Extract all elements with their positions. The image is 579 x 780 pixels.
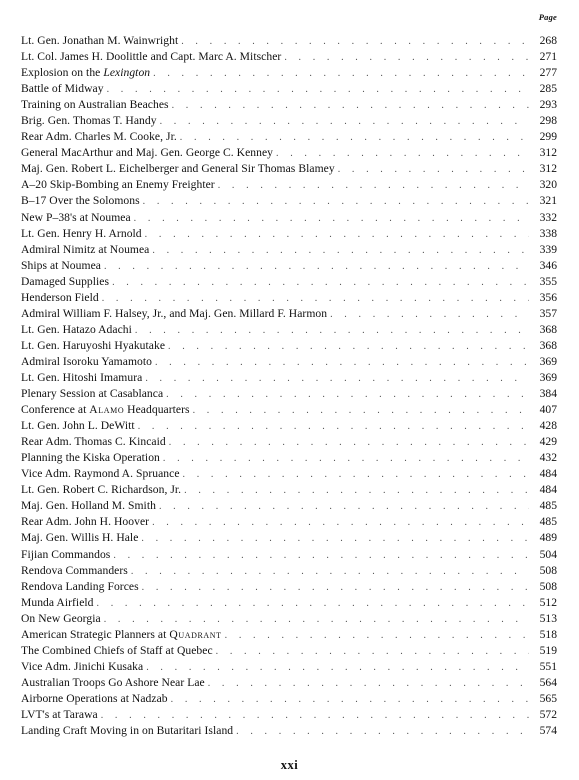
- entry-page-number: 574: [539, 724, 557, 738]
- list-item: [21, 402, 557, 418]
- entry-title-text: Lt. Gen. Robert C. Richardson, Jr.: [21, 483, 182, 497]
- list-item: [21, 659, 557, 675]
- entry-title-text: Brig. Gen. Thomas T. Handy: [21, 114, 157, 128]
- entry-title-text: Lt. Gen. Henry H. Arnold: [21, 226, 142, 240]
- entry-title: [21, 691, 171, 707]
- list-item: [21, 97, 557, 113]
- dot-leader: [143, 194, 529, 210]
- entry-title-text: Munda Airfield: [21, 595, 94, 609]
- entry-page-number: 504: [539, 547, 557, 561]
- list-item: [21, 226, 557, 242]
- entry-title-smallcaps: Quadrant: [169, 627, 222, 641]
- list-item: [21, 498, 557, 514]
- entry-title: [21, 161, 338, 177]
- entry-title: [21, 530, 141, 546]
- entry-page-number: 519: [539, 643, 557, 657]
- dot-leader: [180, 130, 529, 146]
- dot-leader: [208, 676, 529, 692]
- entry-title-italic: Lexington: [103, 66, 151, 80]
- entry-page-number: 369: [539, 370, 557, 384]
- entry-title: [21, 210, 134, 226]
- entry-page-number: 485: [539, 515, 557, 529]
- entry-title-text: Admiral Nimitz at Noumea: [21, 242, 150, 256]
- dot-leader: [330, 307, 529, 323]
- entry-title: [21, 707, 101, 723]
- entry-page-number: 368: [539, 322, 557, 336]
- dot-leader: [112, 275, 529, 291]
- list-item: [21, 434, 557, 450]
- entry-title-prefix: Explosion on the: [21, 66, 104, 80]
- dot-leader: [183, 467, 529, 483]
- entry-title-text: Vice Adm. Raymond A. Spruance: [21, 467, 180, 481]
- entry-title: [21, 418, 138, 434]
- entry-title-text: New P–38's at Noumea: [21, 210, 131, 224]
- page-column-header: Page: [538, 12, 557, 22]
- entry-title-text: Training on Australian Beaches: [21, 98, 169, 112]
- dot-leader: [159, 499, 529, 515]
- entry-title-text: Lt. Col. James H. Doolittle and Capt. Marc A. Mitscher: [21, 50, 282, 64]
- list-item: [21, 370, 557, 386]
- list-item: [21, 643, 557, 659]
- entry-page-number: 277: [539, 66, 557, 80]
- list-item: [21, 514, 557, 530]
- entry-page-number: 369: [539, 354, 557, 368]
- list-item: [21, 33, 557, 49]
- list-item: [21, 691, 557, 707]
- entry-title: [21, 226, 145, 242]
- entry-page-number: 565: [539, 691, 557, 705]
- entry-title: [21, 723, 236, 739]
- entry-page-number: 384: [539, 387, 557, 401]
- dot-leader: [145, 227, 529, 243]
- entry-title: [21, 643, 216, 659]
- illustrations-list: [21, 33, 557, 739]
- dot-leader: [102, 291, 529, 307]
- entry-title-text: Maj. Gen. Robert L. Eichelberger and General Sir Thomas Blamey: [21, 162, 335, 176]
- list-item: [21, 49, 557, 65]
- entry-title-text: Battle of Midway: [21, 82, 104, 96]
- entry-page-number: 346: [539, 258, 557, 272]
- entry-title-text: Lt. Gen. Hitoshi Imamura: [21, 370, 143, 384]
- dot-leader: [236, 724, 529, 740]
- list-item: [21, 707, 557, 723]
- entry-page-number: 312: [539, 146, 557, 160]
- entry-title-text: B–17 Over the Solomons: [21, 194, 140, 208]
- dot-leader: [138, 419, 529, 435]
- list-item: [21, 258, 557, 274]
- entry-page-number: 321: [539, 194, 557, 208]
- entry-title: [21, 306, 330, 322]
- entry-page-number: 271: [539, 50, 557, 64]
- entry-title-text: Airborne Operations at Nadzab: [21, 691, 168, 705]
- entry-title-prefix: American Strategic Planners at: [21, 627, 170, 641]
- dot-leader: [146, 660, 529, 676]
- list-item: [21, 65, 557, 81]
- entry-page-number: 572: [539, 707, 557, 721]
- entry-title: [21, 49, 284, 65]
- list-item: [21, 242, 557, 258]
- list-item: [21, 675, 557, 691]
- entry-page-number: 357: [539, 306, 557, 320]
- dot-leader: [216, 644, 529, 660]
- entry-title-text: Rear Adm. Thomas C. Kincaid: [21, 435, 166, 449]
- entry-title: [21, 611, 104, 627]
- entry-title-text: Australian Troops Go Ashore Near Lae: [21, 675, 205, 689]
- dot-leader: [153, 66, 529, 82]
- entry-page-number: 484: [539, 483, 557, 497]
- dot-leader: [284, 50, 529, 66]
- entry-page-number: 320: [539, 178, 557, 192]
- list-item: [21, 161, 557, 177]
- entry-title-text: Lt. Gen. Haruyoshi Hyakutake: [21, 338, 166, 352]
- list-item: [21, 338, 557, 354]
- dot-leader: [276, 146, 529, 162]
- entry-title: [21, 97, 172, 113]
- entry-title: [21, 595, 97, 611]
- entry-page-number: 508: [539, 563, 557, 577]
- entry-page-number: 299: [539, 130, 557, 144]
- entry-title-text: Admiral William F. Halsey, Jr., and Maj. Gen. Millard F. Harmon: [21, 306, 328, 320]
- entry-title: [21, 370, 145, 386]
- entry-page-number: 428: [539, 419, 557, 433]
- entry-title-text: Fijian Commandos: [21, 547, 111, 561]
- entry-page-number: 429: [539, 435, 557, 449]
- entry-title-text: Maj. Gen. Holland M. Smith: [21, 499, 156, 513]
- list-item: [21, 290, 557, 306]
- entry-page-number: 551: [539, 659, 557, 673]
- entry-title-text: Rendova Commanders: [21, 563, 128, 577]
- list-item: [21, 723, 557, 739]
- entry-page-number: 432: [539, 451, 557, 465]
- entry-page-number: 356: [539, 290, 557, 304]
- entry-title-text: Vice Adm. Jinichi Kusaka: [21, 659, 144, 673]
- list-item: [21, 595, 557, 611]
- entry-title-smallcaps: Alamo: [89, 403, 125, 417]
- entry-title: [21, 65, 153, 81]
- list-item: [21, 81, 557, 97]
- dot-leader: [145, 371, 529, 387]
- list-item: [21, 193, 557, 209]
- entry-title: [21, 113, 160, 129]
- list-item: [21, 322, 557, 338]
- dot-leader: [134, 211, 529, 227]
- list-item: [21, 177, 557, 193]
- dot-leader: [152, 515, 529, 531]
- entry-title-text: Lt. Gen. Hatazo Adachi: [21, 322, 132, 336]
- list-item: [21, 547, 557, 563]
- entry-title-text: Lt. Gen. Jonathan M. Wainwright: [21, 34, 179, 47]
- list-item: [21, 129, 557, 145]
- entry-title-text: Lt. Gen. John L. DeWitt: [21, 419, 135, 433]
- entry-title-text: General MacArthur and Maj. Gen. George C. Kenney: [21, 146, 274, 160]
- dot-leader: [113, 548, 529, 564]
- list-item: [21, 563, 557, 579]
- dot-leader: [181, 34, 529, 50]
- dot-leader: [97, 596, 529, 612]
- entry-page-number: 407: [539, 403, 557, 417]
- entry-title-suffix: Headquarters: [124, 403, 190, 417]
- dot-leader: [169, 435, 529, 451]
- entry-title-text: Henderson Field: [21, 290, 99, 304]
- dot-leader: [141, 531, 529, 547]
- list-item: [21, 482, 557, 498]
- entry-title: [21, 434, 169, 450]
- entry-title: [21, 322, 135, 338]
- entry-page-number: 518: [539, 627, 557, 641]
- entry-page-number: 489: [539, 531, 557, 545]
- entry-title-text: A–20 Skip-Bombing an Enemy Freighter: [21, 178, 215, 192]
- entry-title-text: The Combined Chiefs of Staff at Quebec: [21, 643, 213, 657]
- entry-title: [21, 450, 163, 466]
- dot-leader: [155, 355, 529, 371]
- entry-page-number: 355: [539, 274, 557, 288]
- entry-page-number: 298: [539, 114, 557, 128]
- dot-leader: [142, 580, 529, 596]
- entry-page-number: 564: [539, 675, 557, 689]
- list-item: [21, 450, 557, 466]
- list-item: [21, 579, 557, 595]
- entry-title-text: Admiral Isoroku Yamamoto: [21, 354, 152, 368]
- entry-title-text: Damaged Supplies: [21, 274, 110, 288]
- entry-title: [21, 354, 155, 370]
- entry-title-text: Plenary Session at Casablanca: [21, 387, 164, 401]
- dot-leader: [160, 114, 529, 130]
- entry-page-number: 293: [539, 98, 557, 112]
- entry-title: [21, 659, 146, 675]
- entry-page-number: 339: [539, 242, 557, 256]
- entry-title: [21, 242, 152, 258]
- entry-title: [21, 627, 225, 643]
- list-item: [21, 113, 557, 129]
- list-item: [21, 274, 557, 290]
- entry-title: [21, 193, 143, 209]
- entry-title: [21, 145, 276, 161]
- entry-title: [21, 129, 180, 145]
- dot-leader: [163, 451, 529, 467]
- entry-page-number: 485: [539, 499, 557, 513]
- list-item: [21, 611, 557, 627]
- entry-page-number: 338: [539, 226, 557, 240]
- entry-title: [21, 274, 112, 290]
- entry-title-text: Rendova Landing Forces: [21, 579, 139, 593]
- dot-leader: [172, 98, 529, 114]
- entry-title: [21, 290, 102, 306]
- dot-leader: [135, 323, 529, 339]
- list-item: [21, 354, 557, 370]
- dot-leader: [101, 708, 529, 724]
- list-item: [21, 418, 557, 434]
- list-item: [21, 386, 557, 402]
- entry-title-text: Rear Adm. John H. Hoover: [21, 515, 150, 529]
- dot-leader: [193, 403, 529, 419]
- dot-leader: [152, 243, 529, 259]
- entry-title-text: Maj. Gen. Willis H. Hale: [21, 531, 139, 545]
- dot-leader: [225, 628, 529, 644]
- entry-title: [21, 81, 107, 97]
- dot-leader: [168, 339, 529, 355]
- dot-leader: [104, 259, 529, 275]
- page-folio: xxi: [280, 758, 299, 772]
- entry-title: [21, 579, 142, 595]
- entry-page-number: 312: [539, 162, 557, 176]
- list-item: [21, 466, 557, 482]
- list-item: [21, 306, 557, 322]
- entry-title: [21, 514, 152, 530]
- entry-page-number: 368: [539, 338, 557, 352]
- entry-title: [21, 563, 131, 579]
- entry-title: [21, 482, 184, 498]
- entry-title: [21, 338, 168, 354]
- entry-page-number: 512: [539, 595, 557, 609]
- list-item: [21, 145, 557, 161]
- entry-page-number: 513: [539, 611, 557, 625]
- dot-leader: [104, 612, 529, 628]
- entry-page-number: 484: [539, 467, 557, 481]
- entry-title: [21, 498, 159, 514]
- entry-title-prefix: Conference at: [21, 403, 90, 417]
- list-item: [21, 210, 557, 226]
- entry-title-text: On New Georgia: [21, 611, 101, 625]
- entry-title-text: Rear Adm. Charles M. Cooke, Jr.: [21, 130, 177, 144]
- entry-page-number: 508: [539, 579, 557, 593]
- entry-title: [21, 466, 183, 482]
- entry-title-text: Landing Craft Moving in on Butaritari Island: [21, 724, 234, 738]
- entry-title-text: LVT's at Tarawa: [21, 707, 98, 721]
- dot-leader: [171, 692, 529, 708]
- entry-title: [21, 177, 218, 193]
- entry-page-number: 332: [539, 210, 557, 224]
- entry-title: [21, 33, 181, 49]
- list-item: [21, 530, 557, 546]
- entry-title: [21, 402, 193, 418]
- entry-page-number: 285: [539, 82, 557, 96]
- entry-title: [21, 386, 166, 402]
- entry-page-number: 268: [539, 34, 557, 47]
- list-item: [21, 627, 557, 643]
- entry-title: [21, 547, 113, 563]
- dot-leader: [218, 178, 529, 194]
- entry-title: [21, 675, 208, 691]
- dot-leader: [338, 162, 529, 178]
- entry-title: [21, 258, 104, 274]
- dot-leader: [131, 564, 529, 580]
- entry-title-text: Planning the Kiska Operation: [21, 451, 160, 465]
- dot-leader: [166, 387, 529, 403]
- entry-title-text: Ships at Noumea: [21, 258, 101, 272]
- dot-leader: [107, 82, 529, 98]
- dot-leader: [184, 483, 529, 499]
